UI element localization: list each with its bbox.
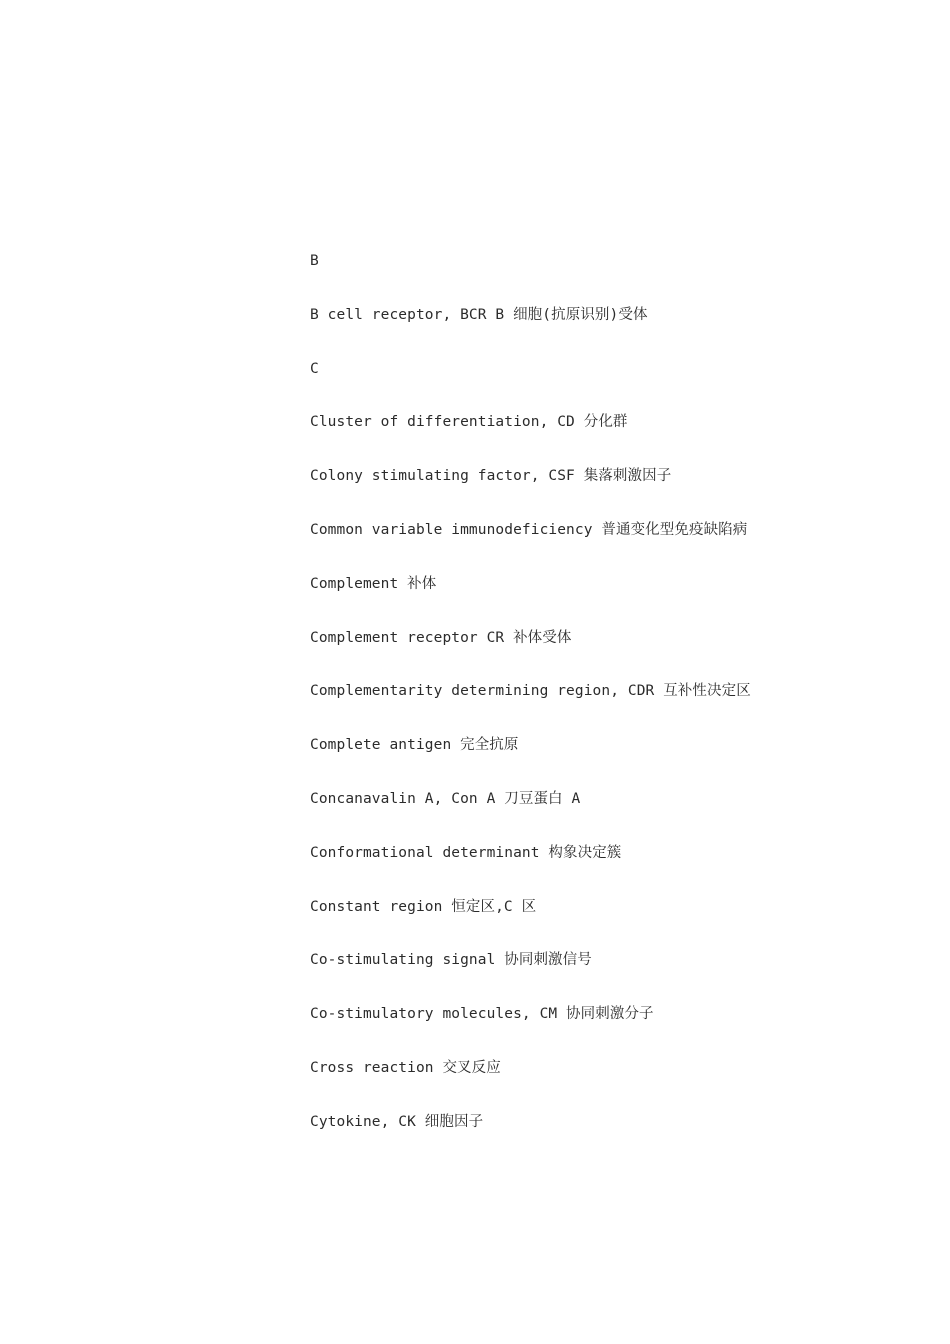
- glossary-entry: Conformational determinant 构象决定簇: [310, 844, 622, 861]
- glossary-entry: Complement 补体: [310, 575, 437, 592]
- glossary-entry: Cross reaction 交叉反应: [310, 1059, 501, 1076]
- glossary-entry: Complete antigen 完全抗原: [310, 737, 519, 754]
- glossary-entry: Complementarity determining region, CDR 互补性决定区: [310, 683, 751, 700]
- glossary-entry: Common variable immunodeficiency 普通变化型免疫缺陷病: [310, 521, 748, 538]
- glossary-entry: Co-stimulatory molecules, CM 协同刺激分子: [310, 1006, 654, 1023]
- glossary-entry: B cell receptor, BCR B 细胞(抗原识别)受体: [310, 306, 648, 323]
- glossary-entry: Cluster of differentiation, CD 分化群: [310, 414, 628, 431]
- glossary-entry: Co-stimulating signal 协同刺激信号: [310, 952, 592, 969]
- section-letter-b: B: [310, 253, 319, 269]
- glossary-list: [310, 252, 910, 1167]
- glossary-entry: Constant region 恒定区,C 区: [310, 898, 537, 915]
- glossary-entry: Complement receptor CR 补体受体: [310, 629, 572, 646]
- glossary-entry: Colony stimulating factor, CSF 集落刺激因子: [310, 468, 672, 485]
- section-letter-c: C: [310, 360, 319, 377]
- glossary-entry: Cytokine, CK 细胞因子: [310, 1113, 484, 1130]
- glossary-entry: Concanavalin A, Con A 刀豆蛋白 A: [310, 790, 581, 807]
